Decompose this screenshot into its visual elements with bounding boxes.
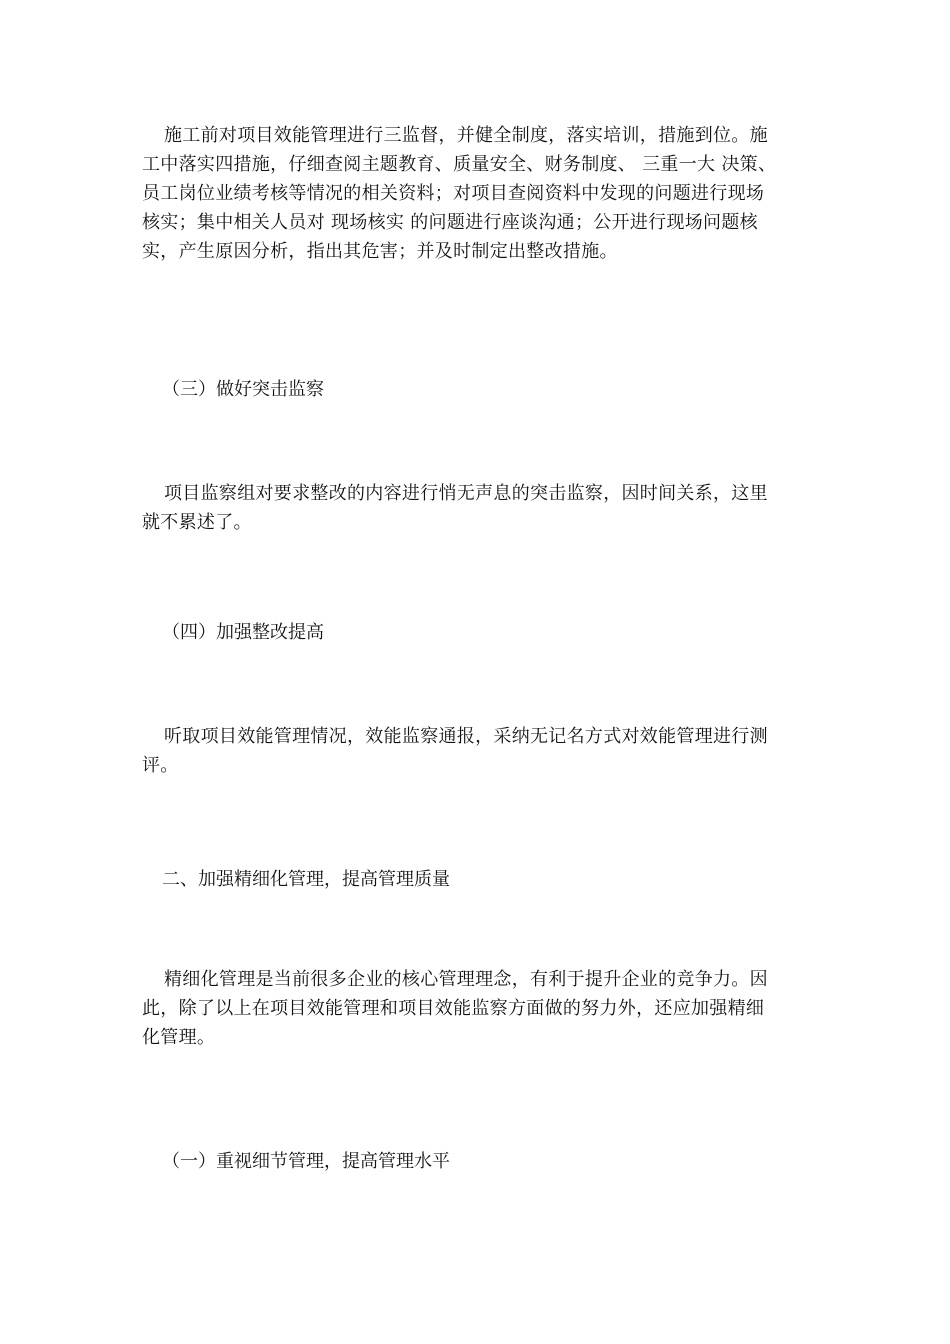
paragraph-2 bbox=[142, 479, 822, 537]
section-heading-1: （一）重视细节管理，提高管理水平 bbox=[162, 1151, 450, 1172]
paragraph-line: 工中落实四措施，仔细查阅主题教育、质量安全、财务制度、 三重一大 决策、 bbox=[142, 154, 777, 175]
paragraph-1 bbox=[142, 121, 822, 266]
paragraph-line: 施工前对项目效能管理进行三监督，并健全制度，落实培训，措施到位。施 bbox=[164, 125, 768, 146]
paragraph-line: 项目监察组对要求整改的内容进行悄无声息的突击监察，因时间关系，这里 bbox=[164, 483, 768, 504]
paragraph-line: 听取项目效能管理情况，效能监察通报，采纳无记名方式对效能管理进行测 bbox=[164, 726, 768, 747]
section-heading-3: （三）做好突击监察 bbox=[162, 379, 324, 400]
paragraph-line: 就不累述了。 bbox=[142, 512, 252, 533]
paragraph-line: 评。 bbox=[142, 755, 179, 776]
section-heading-4: （四）加强整改提高 bbox=[162, 622, 324, 643]
paragraph-3 bbox=[142, 722, 822, 780]
paragraph-line: 精细化管理是当前很多企业的核心管理理念，有利于提升企业的竞争力。因 bbox=[164, 969, 768, 990]
paragraph-4 bbox=[142, 965, 822, 1052]
paragraph-line: 化管理。 bbox=[142, 1027, 216, 1048]
paragraph-line: 实，产生原因分析，指出其危害；并及时制定出整改措施。 bbox=[142, 241, 618, 262]
chapter-heading-2: 二、加强精细化管理，提高管理质量 bbox=[162, 869, 450, 890]
paragraph-line: 此，除了以上在项目效能管理和项目效能监察方面做的努力外，还应加强精细 bbox=[142, 998, 765, 1019]
paragraph-line: 核实；集中相关人员对 现场核实 的问题进行座谈沟通；公开进行现场问题核 bbox=[142, 212, 758, 233]
paragraph-line: 员工岗位业绩考核等情况的相关资料；对项目查阅资料中发现的问题进行现场 bbox=[142, 183, 765, 204]
